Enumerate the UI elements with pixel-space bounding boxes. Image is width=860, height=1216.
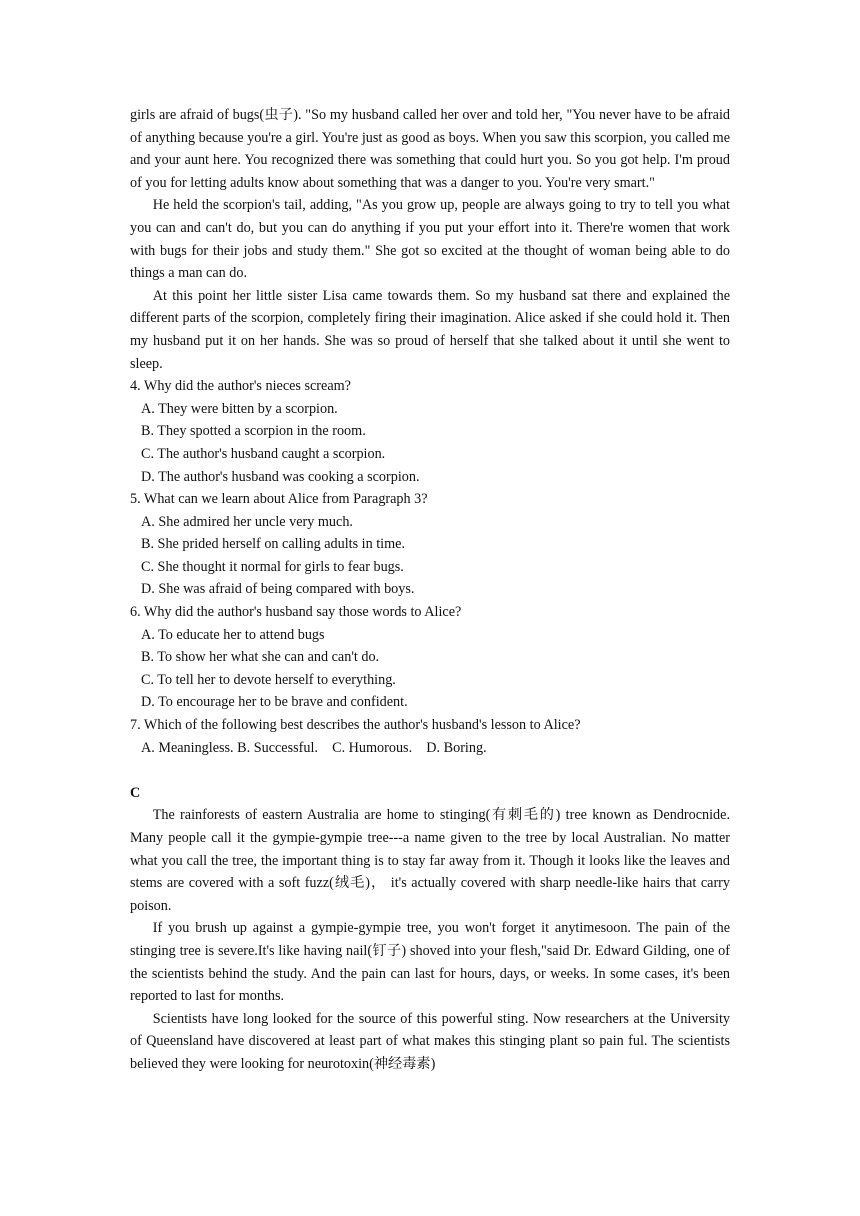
- answer-option: C. She thought it normal for girls to fear bugs.: [141, 558, 404, 575]
- answer-option: D. The author's husband was cooking a scorpion.: [141, 468, 420, 485]
- answer-option: D. To encourage her to be brave and confident.: [141, 694, 408, 711]
- section-heading: C: [130, 784, 141, 801]
- answer-option: C. The author's husband caught a scorpion.: [141, 445, 386, 462]
- answer-option: B. To show her what she can and can't do.: [141, 649, 380, 666]
- question-4: [130, 375, 730, 488]
- passage-paragraph: Scientists have long looked for the source of this powerful sting. Now researchers at the University of Queensland have discovered at least part of what makes this stinging plant so pain ful. The scientists believed they were looking for neurotoxin(神经毒素): [130, 1010, 730, 1072]
- question-stem: 5. What can we learn about Alice from Paragraph 3?: [130, 491, 428, 508]
- answer-options-inline: A. Meaningless. B. Successful. C. Humorous. D. Boring.: [141, 739, 487, 756]
- answer-option: C. To tell her to devote herself to everything.: [141, 671, 396, 688]
- answer-option: D. She was afraid of being compared with boys.: [141, 581, 415, 598]
- spacer: [130, 759, 730, 782]
- answer-option: A. They were bitten by a scorpion.: [141, 400, 338, 417]
- question-5: [130, 488, 730, 601]
- passage-paragraph: girls are afraid of bugs(虫子). "So my husband called her over and told her, "You never have to be afraid of anything because you're a girl. You're just as good as boys. When you saw this scorpion, you called me and your aunt here. You recognized there was something that could hurt you. So you got help. I'm proud of you for letting adults know about something that was a danger to you. You're very smart.": [130, 107, 730, 191]
- question-6: [130, 601, 730, 714]
- answer-option: B. They spotted a scorpion in the room.: [141, 423, 366, 440]
- passage-paragraph: If you brush up against a gympie-gympie tree, you won't forget it anytimesoon. The pain of the stinging tree is severe.It's like having nail(钉子) shoved into your flesh,"said Dr. Edward Gilding, one of the scientists behind the study. And the pain can last for hours, days, or weeks. In some cases, it's been reported to last for months.: [130, 920, 730, 1005]
- passage-paragraph: The rainforests of eastern Australia are home to stinging(有刺毛的) tree known as Dendrocnide. Many people call it the gympie-gympie tree---a name given to the tree by local Australian. No matter what you call the tree, the important thing is to stay far away from it. Though it looks like the leaves and stems are covered with a soft fuzz(绒毛)， it's actually covered with sharp needle-like hairs that carry poison.: [130, 807, 730, 914]
- passage-paragraph: He held the scorpion's tail, adding, "As you grow up, people are always going to try to tell you what you can and can't do, but you can do anything if you put your effort into it. There're women that work with bugs for their jobs and study them." She got so excited at the thought of woman being able to do things a man can do.: [130, 197, 730, 282]
- answer-option: A. She admired her uncle very much.: [141, 513, 353, 530]
- question-7: [130, 714, 730, 759]
- answer-option: A. To educate her to attend bugs: [141, 626, 325, 643]
- answer-option: B. She prided herself on calling adults in time.: [141, 536, 405, 553]
- passage-paragraph: At this point her little sister Lisa came towards them. So my husband sat there and explained the different parts of the scorpion, completely firing their imagination. Alice asked if she could hold it. Then my husband put it on her hands. She was so proud of herself that she talked about it until she went to sleep.: [130, 287, 730, 372]
- question-stem: 6. Why did the author's husband say those words to Alice?: [130, 604, 462, 621]
- question-stem: 4. Why did the author's nieces scream?: [130, 378, 351, 395]
- question-stem: 7. Which of the following best describes the author's husband's lesson to Alice?: [130, 717, 581, 734]
- document-content: [130, 104, 730, 1076]
